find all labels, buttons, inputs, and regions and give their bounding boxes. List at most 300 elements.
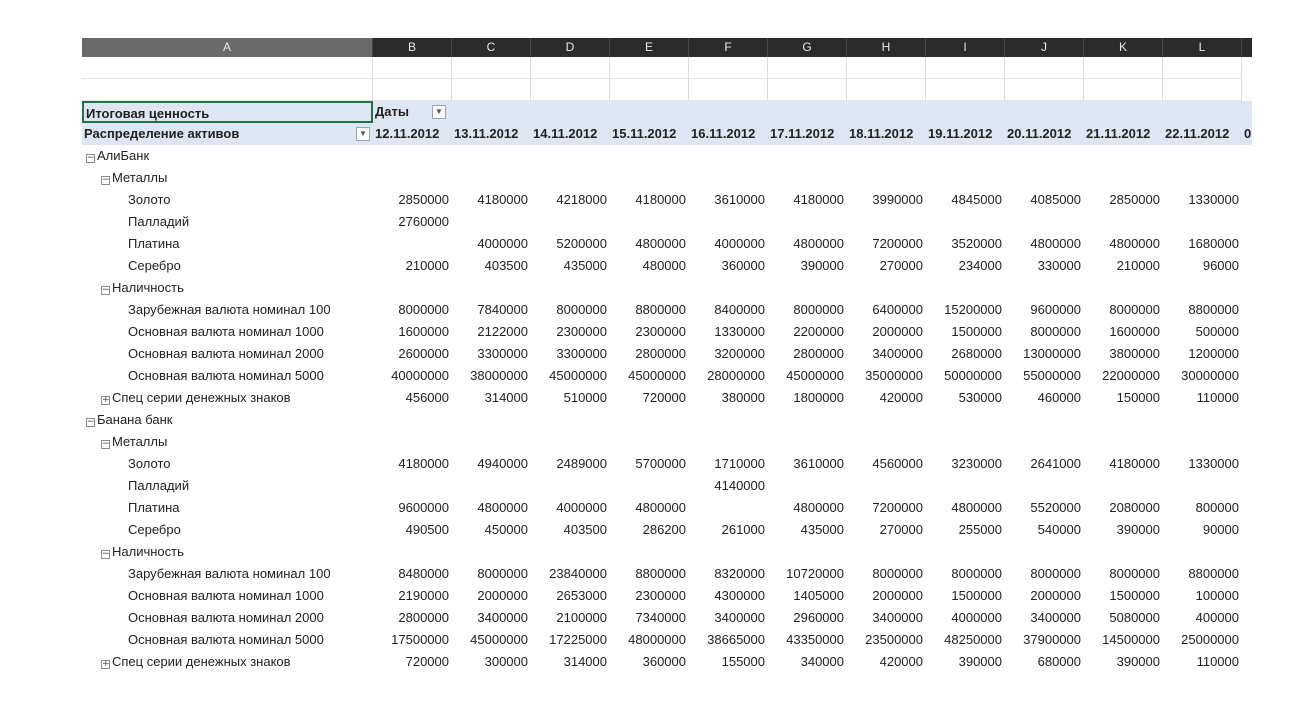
value-cell[interactable]: 720000 [642,390,686,405]
value-cell[interactable] [452,211,531,233]
value-cell[interactable]: 6400000 [872,302,923,317]
value-cell[interactable]: 15200000 [944,302,1002,317]
row-label[interactable] [82,299,373,321]
value-cell[interactable]: 4218000 [556,192,607,207]
value-cell[interactable]: 4800000 [793,500,844,515]
value-cell[interactable]: 43350000 [786,632,844,647]
value-cell[interactable] [1005,145,1084,167]
value-cell[interactable]: 2653000 [556,588,607,603]
value-cell[interactable] [768,409,847,431]
value-cell[interactable] [531,145,610,167]
row-label[interactable] [82,321,373,343]
value-cell[interactable] [1084,211,1163,233]
row-label[interactable] [82,387,373,409]
grid-cell[interactable] [82,79,373,101]
grid-cell[interactable] [1005,57,1084,79]
value-cell[interactable] [452,167,531,189]
value-cell[interactable]: 390000 [958,654,1002,669]
value-cell[interactable]: 7840000 [477,302,528,317]
value-cell[interactable]: 8800000 [635,566,686,581]
row-field-label[interactable]: Распределение активов [82,123,373,145]
value-cell[interactable] [1163,409,1242,431]
row-label[interactable] [82,211,373,233]
value-cell[interactable]: 1500000 [1109,588,1160,603]
value-cell[interactable]: 680000 [1037,654,1081,669]
row-label[interactable] [82,255,373,277]
value-cell[interactable]: 390000 [1116,522,1160,537]
value-cell[interactable]: 45000000 [628,368,686,383]
column-header-l[interactable]: L [1163,38,1242,57]
value-cell[interactable] [847,211,926,233]
value-cell[interactable] [531,409,610,431]
value-cell[interactable]: 450000 [484,522,528,537]
value-cell[interactable]: 261000 [721,522,765,537]
value-cell[interactable]: 40000000 [391,368,449,383]
value-cell[interactable]: 96000 [1202,258,1239,273]
value-cell[interactable]: 3520000 [951,236,1002,251]
value-cell[interactable]: 3400000 [872,346,923,361]
value-cell[interactable] [373,233,452,255]
value-cell[interactable]: 4180000 [1109,456,1160,471]
value-cell[interactable] [768,167,847,189]
value-cell[interactable]: 8000000 [1030,566,1081,581]
value-cell[interactable]: 3400000 [714,610,765,625]
value-cell[interactable] [373,475,452,497]
value-cell[interactable]: 1680000 [1188,236,1239,251]
value-cell[interactable] [373,431,452,453]
value-cell[interactable] [847,145,926,167]
value-cell[interactable]: 2300000 [635,324,686,339]
value-cell[interactable] [610,277,689,299]
value-cell[interactable]: 23500000 [865,632,923,647]
value-cell[interactable]: 2300000 [556,324,607,339]
value-cell[interactable]: 8000000 [1030,324,1081,339]
value-cell[interactable]: 720000 [405,654,449,669]
row-label[interactable] [82,607,373,629]
value-cell[interactable]: 1800000 [793,390,844,405]
value-cell[interactable]: 7200000 [872,236,923,251]
row-label[interactable] [82,541,373,563]
value-cell[interactable] [689,145,768,167]
value-cell[interactable]: 2800000 [398,610,449,625]
value-cell[interactable] [1005,167,1084,189]
value-cell[interactable]: 5200000 [556,236,607,251]
value-cell[interactable] [926,431,1005,453]
grid-cell[interactable] [1005,79,1084,101]
value-cell[interactable]: 4180000 [477,192,528,207]
grid-cell[interactable] [82,57,373,79]
value-cell[interactable] [1163,167,1242,189]
value-cell[interactable]: 3200000 [714,346,765,361]
value-cell[interactable] [531,475,610,497]
value-cell[interactable]: 3300000 [556,346,607,361]
value-cell[interactable]: 8000000 [872,566,923,581]
value-cell[interactable] [1084,409,1163,431]
value-cell[interactable]: 9600000 [1030,302,1081,317]
value-cell[interactable]: 1200000 [1188,346,1239,361]
value-cell[interactable]: 8800000 [1188,302,1239,317]
column-field-label[interactable]: Даты [373,101,452,123]
value-cell[interactable]: 4800000 [1030,236,1081,251]
value-cell[interactable]: 150000 [1116,390,1160,405]
column-header-a[interactable]: A [82,38,373,57]
value-cell[interactable]: 2850000 [398,192,449,207]
value-cell[interactable] [768,541,847,563]
value-cell[interactable]: 8000000 [556,302,607,317]
value-cell[interactable] [1005,541,1084,563]
value-cell[interactable] [373,409,452,431]
value-cell[interactable] [610,211,689,233]
row-label[interactable] [82,277,373,299]
column-header-b[interactable]: B [373,38,452,57]
value-cell[interactable]: 2300000 [635,588,686,603]
grid-cell[interactable] [1084,57,1163,79]
value-cell[interactable] [610,541,689,563]
value-cell[interactable]: 540000 [1037,522,1081,537]
column-header-f[interactable]: F [689,38,768,57]
value-cell[interactable]: 37900000 [1023,632,1081,647]
value-cell[interactable]: 1330000 [714,324,765,339]
value-cell[interactable]: 10720000 [786,566,844,581]
value-cell[interactable]: 4300000 [714,588,765,603]
value-cell[interactable] [1163,541,1242,563]
grid-cell[interactable] [926,57,1005,79]
row-label[interactable] [82,233,373,255]
value-cell[interactable]: 7340000 [635,610,686,625]
value-cell[interactable]: 2960000 [793,610,844,625]
collapse-icon[interactable]: − [102,439,110,449]
value-cell[interactable]: 110000 [1196,654,1239,669]
value-cell[interactable] [689,167,768,189]
value-cell[interactable]: 50000000 [944,368,1002,383]
value-cell[interactable] [1163,431,1242,453]
value-cell[interactable]: 4560000 [872,456,923,471]
value-cell[interactable] [926,541,1005,563]
value-cell[interactable]: 5700000 [635,456,686,471]
row-label[interactable] [82,343,373,365]
value-cell[interactable]: 4140000 [714,478,765,493]
value-cell[interactable]: 25000000 [1181,632,1239,647]
grid-cell[interactable] [689,79,768,101]
collapse-icon[interactable]: − [87,153,95,163]
value-cell[interactable]: 1330000 [1188,192,1239,207]
value-cell[interactable] [1163,475,1242,497]
value-cell[interactable]: 420000 [879,390,923,405]
value-cell[interactable] [847,167,926,189]
value-cell[interactable]: 90000 [1202,522,1239,537]
value-cell[interactable] [452,475,531,497]
value-cell[interactable]: 8000000 [398,302,449,317]
value-cell[interactable] [373,145,452,167]
value-cell[interactable]: 2122000 [477,324,528,339]
value-cell[interactable]: 8000000 [477,566,528,581]
collapse-icon[interactable]: − [87,417,95,427]
value-cell[interactable] [768,211,847,233]
value-cell[interactable]: 48250000 [944,632,1002,647]
value-cell[interactable]: 2000000 [872,324,923,339]
value-cell[interactable]: 800000 [1195,500,1239,515]
value-cell[interactable]: 314000 [484,390,528,405]
value-cell[interactable] [768,277,847,299]
value-cell[interactable] [531,211,610,233]
value-cell[interactable]: 4000000 [477,236,528,251]
value-cell[interactable]: 4000000 [714,236,765,251]
value-cell[interactable]: 2200000 [793,324,844,339]
value-cell[interactable]: 8480000 [398,566,449,581]
value-cell[interactable]: 460000 [1037,390,1081,405]
value-cell[interactable]: 490500 [405,522,449,537]
value-cell[interactable] [1084,277,1163,299]
value-cell[interactable]: 7200000 [872,500,923,515]
value-cell[interactable]: 55000000 [1023,368,1081,383]
value-cell[interactable]: 1710000 [714,456,765,471]
row-label[interactable] [82,519,373,541]
grid-cell[interactable] [847,57,926,79]
value-cell[interactable]: 22000000 [1102,368,1160,383]
value-cell[interactable]: 1600000 [398,324,449,339]
value-cell[interactable] [689,497,768,519]
value-cell[interactable]: 400000 [1195,610,1239,625]
value-cell[interactable]: 360000 [721,258,765,273]
value-cell[interactable]: 4800000 [635,500,686,515]
row-label[interactable] [82,409,373,431]
value-cell[interactable] [610,145,689,167]
expand-icon[interactable]: + [102,395,110,405]
grid-cell[interactable] [373,57,452,79]
value-cell[interactable]: 480000 [642,258,686,273]
value-cell[interactable] [847,431,926,453]
value-cell[interactable]: 3400000 [477,610,528,625]
value-cell[interactable] [768,145,847,167]
value-cell[interactable]: 390000 [800,258,844,273]
value-cell[interactable]: 8800000 [1188,566,1239,581]
value-cell[interactable]: 1405000 [793,588,844,603]
grid-cell[interactable] [531,79,610,101]
column-header-i[interactable]: I [926,38,1005,57]
value-cell[interactable]: 100000 [1195,588,1239,603]
value-cell[interactable]: 2850000 [1109,192,1160,207]
value-cell[interactable]: 30000000 [1181,368,1239,383]
value-cell[interactable] [610,167,689,189]
value-cell[interactable]: 510000 [563,390,607,405]
value-cell[interactable]: 4085000 [1030,192,1081,207]
value-cell[interactable]: 3230000 [951,456,1002,471]
value-cell[interactable]: 2080000 [1109,500,1160,515]
grid-cell[interactable] [689,57,768,79]
column-header-h[interactable]: H [847,38,926,57]
value-cell[interactable] [926,167,1005,189]
grid-cell[interactable] [373,79,452,101]
value-cell[interactable]: 420000 [879,654,923,669]
value-cell[interactable]: 5520000 [1030,500,1081,515]
value-cell[interactable]: 4180000 [398,456,449,471]
value-cell[interactable]: 435000 [563,258,607,273]
value-cell[interactable] [926,475,1005,497]
value-cell[interactable]: 28000000 [707,368,765,383]
value-cell[interactable]: 456000 [405,390,449,405]
value-field-label[interactable]: Итоговая ценность [82,101,373,123]
value-cell[interactable]: 390000 [1116,654,1160,669]
value-cell[interactable] [452,277,531,299]
column-header-e[interactable]: E [610,38,689,57]
value-cell[interactable] [1084,167,1163,189]
value-cell[interactable] [452,145,531,167]
row-label[interactable] [82,585,373,607]
value-cell[interactable]: 1330000 [1188,456,1239,471]
value-cell[interactable]: 3800000 [1109,346,1160,361]
value-cell[interactable]: 4800000 [793,236,844,251]
value-cell[interactable] [610,409,689,431]
value-cell[interactable]: 255000 [958,522,1002,537]
collapse-icon[interactable]: − [102,175,110,185]
row-label[interactable] [82,475,373,497]
grid-cell[interactable] [1163,57,1242,79]
value-cell[interactable]: 3400000 [1030,610,1081,625]
value-cell[interactable] [531,541,610,563]
value-cell[interactable]: 9600000 [398,500,449,515]
value-cell[interactable] [926,145,1005,167]
value-cell[interactable]: 110000 [1196,390,1239,405]
value-cell[interactable]: 3610000 [793,456,844,471]
spreadsheet-grid[interactable] [82,38,1252,684]
value-cell[interactable]: 435000 [800,522,844,537]
row-label[interactable] [82,563,373,585]
grid-cell[interactable] [452,79,531,101]
value-cell[interactable]: 48000000 [628,632,686,647]
value-cell[interactable] [847,541,926,563]
value-cell[interactable]: 3300000 [477,346,528,361]
collapse-icon[interactable]: − [102,285,110,295]
value-cell[interactable] [452,409,531,431]
value-cell[interactable] [1163,145,1242,167]
value-cell[interactable] [926,211,1005,233]
value-cell[interactable] [1163,277,1242,299]
value-cell[interactable] [689,541,768,563]
value-cell[interactable] [531,277,610,299]
value-cell[interactable] [1005,431,1084,453]
value-cell[interactable]: 17500000 [391,632,449,647]
value-cell[interactable] [847,277,926,299]
value-cell[interactable]: 2800000 [635,346,686,361]
grid-cell[interactable] [847,79,926,101]
row-label[interactable] [82,167,373,189]
value-cell[interactable]: 45000000 [786,368,844,383]
value-cell[interactable]: 45000000 [549,368,607,383]
value-cell[interactable]: 1600000 [1109,324,1160,339]
value-cell[interactable]: 286200 [642,522,686,537]
value-cell[interactable] [1084,475,1163,497]
value-cell[interactable] [926,277,1005,299]
value-cell[interactable]: 300000 [484,654,528,669]
value-cell[interactable]: 340000 [800,654,844,669]
collapse-icon[interactable]: − [102,549,110,559]
value-cell[interactable]: 270000 [879,522,923,537]
value-cell[interactable]: 4000000 [951,610,1002,625]
value-cell[interactable]: 4800000 [951,500,1002,515]
expand-icon[interactable]: + [102,659,110,669]
value-cell[interactable]: 2000000 [1030,588,1081,603]
value-cell[interactable]: 2489000 [556,456,607,471]
value-cell[interactable]: 4180000 [635,192,686,207]
value-cell[interactable]: 2800000 [793,346,844,361]
column-header-g[interactable]: G [768,38,847,57]
value-cell[interactable]: 8400000 [714,302,765,317]
value-cell[interactable]: 210000 [405,258,449,273]
value-cell[interactable]: 8000000 [1109,302,1160,317]
value-cell[interactable] [1005,475,1084,497]
value-cell[interactable]: 2600000 [398,346,449,361]
value-cell[interactable]: 2000000 [872,588,923,603]
column-header-k[interactable]: K [1084,38,1163,57]
value-cell[interactable]: 35000000 [865,368,923,383]
value-cell[interactable]: 8000000 [793,302,844,317]
value-cell[interactable]: 234000 [958,258,1002,273]
column-header-c[interactable]: C [452,38,531,57]
value-cell[interactable] [1084,541,1163,563]
value-cell[interactable]: 3400000 [872,610,923,625]
row-label[interactable] [82,453,373,475]
value-cell[interactable]: 270000 [879,258,923,273]
row-label[interactable] [82,497,373,519]
value-cell[interactable]: 2190000 [398,588,449,603]
row-label[interactable] [82,145,373,167]
value-cell[interactable]: 2641000 [1030,456,1081,471]
row-label[interactable] [82,651,373,673]
value-cell[interactable] [452,541,531,563]
value-cell[interactable] [373,541,452,563]
column-header-d[interactable]: D [531,38,610,57]
grid-cell[interactable] [926,79,1005,101]
value-cell[interactable] [689,409,768,431]
value-cell[interactable]: 38665000 [707,632,765,647]
value-cell[interactable] [847,475,926,497]
value-cell[interactable] [768,475,847,497]
value-cell[interactable] [689,211,768,233]
value-cell[interactable]: 4000000 [556,500,607,515]
value-cell[interactable]: 2680000 [951,346,1002,361]
value-cell[interactable] [373,167,452,189]
row-filter-dropdown-icon[interactable]: ▼ [356,127,370,141]
value-cell[interactable] [1005,409,1084,431]
value-cell[interactable] [531,167,610,189]
value-cell[interactable]: 3990000 [872,192,923,207]
value-cell[interactable]: 5080000 [1109,610,1160,625]
value-cell[interactable]: 4800000 [1109,236,1160,251]
value-cell[interactable]: 3610000 [714,192,765,207]
value-cell[interactable]: 330000 [1037,258,1081,273]
row-label[interactable] [82,431,373,453]
value-cell[interactable]: 380000 [721,390,765,405]
row-label[interactable] [82,189,373,211]
value-cell[interactable]: 8320000 [714,566,765,581]
value-cell[interactable] [1005,211,1084,233]
grid-cell[interactable] [610,79,689,101]
value-cell[interactable]: 210000 [1116,258,1160,273]
value-cell[interactable] [689,431,768,453]
value-cell[interactable]: 360000 [642,654,686,669]
value-cell[interactable]: 314000 [563,654,607,669]
value-cell[interactable] [531,431,610,453]
grid-cell[interactable] [531,57,610,79]
grid-cell[interactable] [768,57,847,79]
value-cell[interactable]: 23840000 [549,566,607,581]
value-cell[interactable]: 155000 [721,654,765,669]
value-cell[interactable] [610,475,689,497]
value-cell[interactable]: 8000000 [951,566,1002,581]
value-cell[interactable]: 17225000 [549,632,607,647]
value-cell[interactable]: 45000000 [470,632,528,647]
value-cell[interactable] [926,409,1005,431]
